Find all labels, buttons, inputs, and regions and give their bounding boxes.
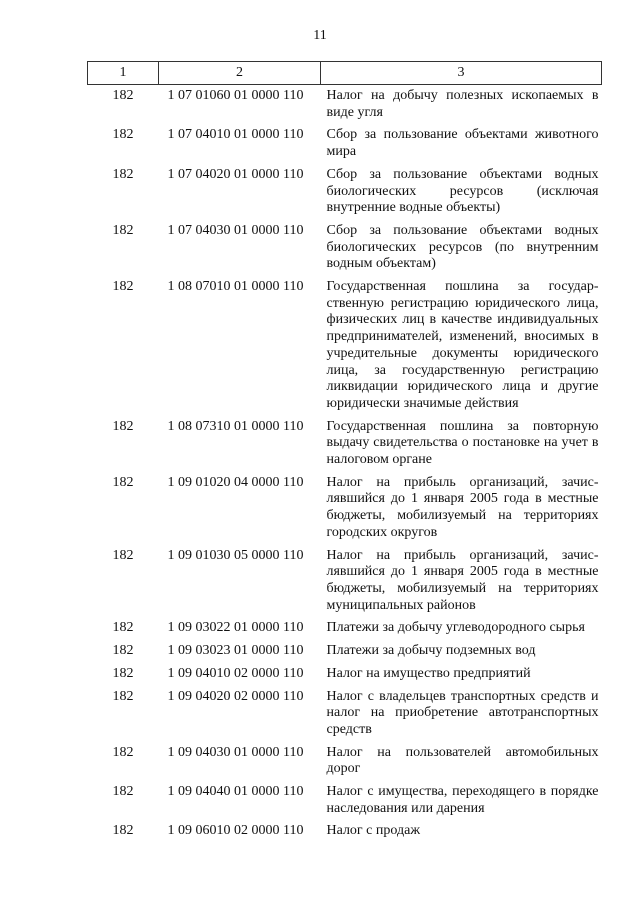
revenue-code-cell: 1 08 07010 01 0000 110 [167,279,304,295]
revenue-name-cell: Платежи за добычу подземных вод [326,643,536,659]
revenue-code-cell: 1 09 04030 01 0000 110 [167,744,304,760]
revenue-name-cell: Государственная пошлина за повторную выдачу свидетельства о постановке на учет в налоговом органе [326,418,599,468]
table-row [88,419,602,475]
table-row [88,689,602,745]
revenue-name-cell: Налог с владельцев транспортных средств и налог на приобретение автотранспортных средств [326,688,599,737]
revenue-code-cell: 1 09 03023 01 0000 110 [167,643,304,659]
table-header [88,62,602,85]
revenue-code-cell: 1 09 06010 02 0000 110 [167,823,304,839]
table-row [88,85,602,128]
revenue-name-cell: Сбор за пользование объектами водных биологических ресурсов (по внутренним водным объектам) [326,222,599,272]
budget-classification-table [87,61,602,846]
revenue-name-cell: Налог на добычу полезных ископаемых в виде угля [326,88,599,120]
revenue-code-cell: 1 07 01060 01 0000 110 [167,88,304,103]
revenue-name-cell: Налог на прибыль организаций, зачислявшийся до 1 января 2005 года в местные бюджеты, мобилизуемый на территориях муниципальных районов [326,547,599,613]
header-row [88,62,602,85]
table-row [88,548,602,621]
administrator-code-cell: 182 [112,823,134,839]
page-number: 11 [313,28,327,43]
revenue-name-cell: Налог на имущество предприятий [326,665,531,681]
administrator-code-cell: 182 [112,222,134,238]
revenue-code-cell: 1 08 07310 01 0000 110 [167,418,304,434]
administrator-code-cell: 182 [112,744,134,760]
revenue-code-cell: 1 07 04020 01 0000 110 [167,166,304,182]
table-row [88,643,602,666]
table-row [88,745,602,784]
revenue-name-cell: Сбор за пользование объектами животного мира [326,127,599,160]
administrator-code-cell: 182 [112,643,134,659]
revenue-name-cell: Платежи за добычу углеводородного сырья [326,620,585,636]
revenue-name-cell: Налог на прибыль организаций, зачислявшийся до 1 января 2005 года в местные бюджеты, мобилизуемый на территориях городских округов [326,474,599,540]
administrator-code-cell: 182 [112,784,134,800]
revenue-code-cell: 1 09 04020 02 0000 110 [167,688,304,704]
table-row [88,784,602,823]
revenue-code-cell: 1 07 04010 01 0000 110 [167,127,304,143]
table-row [88,223,602,279]
revenue-name-cell: Налог на пользователей автомобильных дорог [326,744,599,777]
administrator-code-cell: 182 [112,127,134,143]
revenue-code-cell: 1 09 01020 04 0000 110 [167,474,304,490]
administrator-code-cell: 182 [112,620,134,636]
table-row [88,666,602,689]
administrator-code-cell: 182 [112,665,134,681]
table-row [88,475,602,548]
revenue-code-cell: 1 09 04010 02 0000 110 [167,665,304,681]
table-row [88,167,602,223]
table-row [88,620,602,643]
administrator-code-cell: 182 [112,88,134,103]
administrator-code-cell: 182 [112,166,134,182]
header-col-2: 2 [159,62,321,85]
revenue-name-cell: Сбор за пользование объектами водных биологических ресурсов (исключая внутренние водные объекты) [326,166,599,216]
administrator-code-cell: 182 [112,279,134,295]
table-row [88,823,602,846]
table-row [88,279,602,419]
revenue-name-cell: Государственная пошлина за государственную регистрацию юридического лица, физических лиц в качестве индивидуальных предпринимателей, изменений, вносимых в учредительные документы юридического лица, за государственную регистрацию ликвидации юридического лица и другие юридически значимые действия [326,279,599,411]
revenue-code-cell: 1 09 01030 05 0000 110 [167,547,304,563]
revenue-code-cell: 1 07 04030 01 0000 110 [167,222,304,238]
administrator-code-cell: 182 [112,418,134,434]
revenue-name-cell: Налог с имущества, переходящего в порядке наследования или дарения [326,784,599,816]
header-col-1: 1 [88,62,159,85]
administrator-code-cell: 182 [112,547,134,563]
revenue-code-cell: 1 09 03022 01 0000 110 [167,620,304,636]
administrator-code-cell: 182 [112,688,134,704]
revenue-code-cell: 1 09 04040 01 0000 110 [167,784,304,800]
header-col-3: 3 [321,62,602,85]
revenue-name-cell: Налог с продаж [326,823,420,839]
table-row [88,127,602,166]
table-body [88,85,602,847]
administrator-code-cell: 182 [112,474,134,490]
